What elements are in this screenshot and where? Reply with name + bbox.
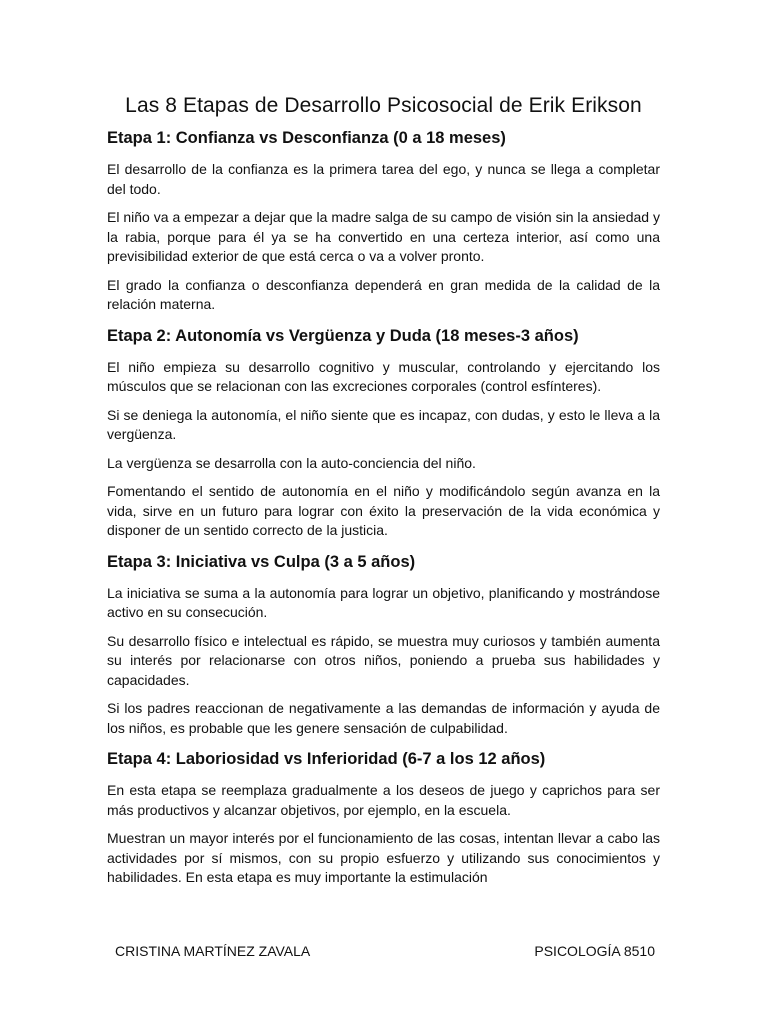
section-heading: Etapa 1: Confianza vs Desconfianza (0 a 18 meses) bbox=[107, 129, 506, 147]
section-stage-3 bbox=[107, 551, 660, 739]
document-title: Las 8 Etapas de Desarrollo Psicosocial de Erik Erikson bbox=[125, 94, 642, 117]
paragraph: Su desarrollo físico e intelectual es rápido, se muestra muy curiosos y también aumenta su interés por relacionarse con otros niños, poniendo a prueba sus habilidades y capacidades. bbox=[107, 632, 660, 688]
paragraph: En esta etapa se reemplaza gradualmente a los deseos de juego y caprichos para ser más productivos y alcanzar objetivos, por ejemplo, en la escuela. bbox=[107, 782, 660, 818]
paragraph: La vergüenza se desarrolla con la auto-conciencia del niño. bbox=[107, 454, 476, 471]
section-stage-1 bbox=[107, 127, 660, 315]
page-footer bbox=[115, 942, 655, 961]
paragraph: El desarrollo de la confianza es la primera tarea del ego, y nunca se llega a completar del todo. bbox=[107, 161, 660, 197]
paragraph: El niño empieza su desarrollo cognitivo y muscular, controlando y ejercitando los músculos que se relacionan con las excreciones corporales (control esfínteres). bbox=[107, 358, 660, 394]
paragraph: El grado la confianza o desconfianza dependerá en gran medida de la calidad de la relación materna. bbox=[107, 276, 660, 312]
footer-course: PSICOLOGÍA 8510 bbox=[534, 943, 655, 959]
section-heading: Etapa 3: Iniciativa vs Culpa (3 a 5 años) bbox=[107, 552, 416, 571]
section-stage-4 bbox=[107, 748, 660, 888]
paragraph: Muestran un mayor interés por el funcionamiento de las cosas, intentan llevar a cabo las actividades por sí mismos, con su propio esfuerzo y utilizando sus conocimientos y habilidades. En esta etapa es muy importante la estimulación bbox=[107, 830, 660, 885]
paragraph: Fomentando el sentido de autonomía en el niño y modificándolo según avanza en la vida, sirve en un futuro para lograr con éxito la preservación de la vida económica y disponer de un sentido correcto de la justicia. bbox=[107, 483, 660, 538]
paragraph: Si se deniega la autonomía, el niño siente que es incapaz, con dudas, y esto le lleva a la vergüenza. bbox=[107, 406, 660, 442]
section-heading: Etapa 4: Laboriosidad vs Inferioridad (6-7 a los 12 años) bbox=[107, 750, 546, 768]
section-heading: Etapa 2: Autonomía vs Vergüenza y Duda (18 meses-3 años) bbox=[107, 326, 579, 345]
section-stage-2 bbox=[107, 325, 660, 541]
footer-author: CRISTINA MARTÍNEZ ZAVALA bbox=[115, 943, 311, 959]
paragraph: El niño va a empezar a dejar que la madre salga de su campo de visión sin la ansiedad y la rabia, porque para él ya se ha convertido en una certeza interior, así como una previsibilidad exterior de que está cerca o va a volver pronto. bbox=[107, 209, 660, 264]
document-body bbox=[107, 91, 660, 897]
paragraph: Si los padres reaccionan de negativamente a las demandas de información y ayuda de los niños, es probable que les genere sensación de culpabilidad. bbox=[107, 700, 660, 736]
paragraph: La iniciativa se suma a la autonomía para lograr un objetivo, planificando y mostrándose activo en su consecución. bbox=[107, 584, 660, 620]
